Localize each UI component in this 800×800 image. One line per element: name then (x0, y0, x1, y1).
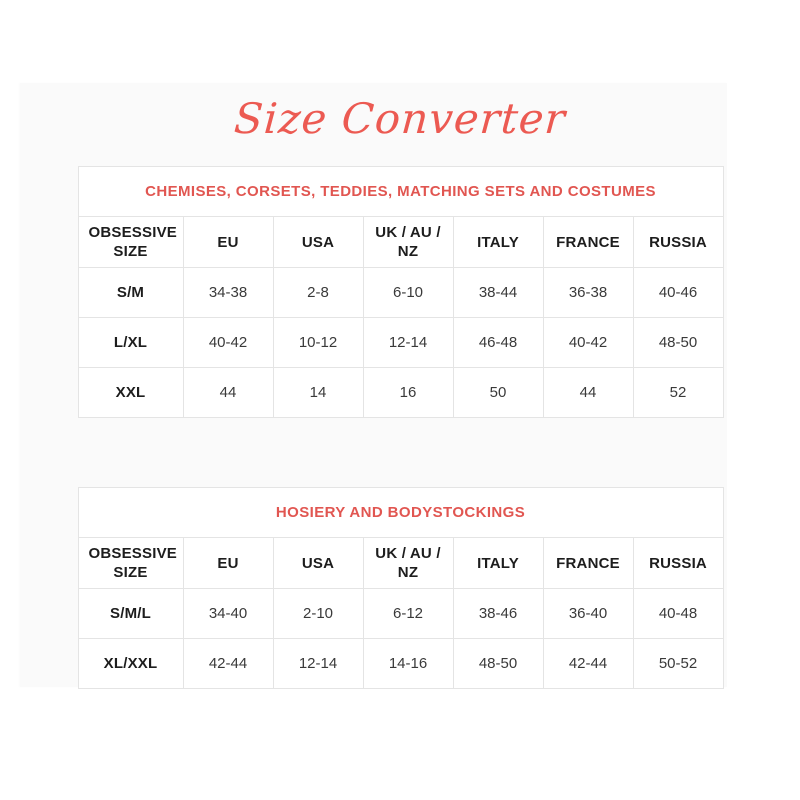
size-value: 48-50 (633, 318, 723, 368)
table-header-row (78, 538, 723, 589)
column-header-russia: RUSSIA (633, 538, 723, 589)
table-caption: HOSIERY AND BODYSTOCKINGS (78, 488, 723, 538)
size-value: 36-38 (543, 268, 633, 318)
size-value: 2-8 (273, 268, 363, 318)
size-value: 38-46 (453, 589, 543, 639)
size-value: 36-40 (543, 589, 633, 639)
column-header-obsessive-size: OBSESSIVE SIZE (78, 217, 183, 268)
size-value: 40-48 (633, 589, 723, 639)
size-value: 50-52 (633, 639, 723, 689)
table-row (78, 368, 723, 418)
size-value: 50 (453, 368, 543, 418)
size-value: 16 (363, 368, 453, 418)
size-value: 38-44 (453, 268, 543, 318)
column-header-italy: ITALY (453, 217, 543, 268)
column-header-russia: RUSSIA (633, 217, 723, 268)
size-value: 6-10 (363, 268, 453, 318)
table-row (78, 589, 723, 639)
column-header-eu: EU (183, 217, 273, 268)
column-header-usa: USA (273, 217, 363, 268)
size-value: 42-44 (183, 639, 273, 689)
table-row (78, 639, 723, 689)
size-value: 40-46 (633, 268, 723, 318)
size-value: 34-38 (183, 268, 273, 318)
size-value: 46-48 (453, 318, 543, 368)
table-row (78, 318, 723, 368)
table-header-row (78, 217, 723, 268)
size-table-chemises (78, 166, 724, 418)
size-label: XL/XXL (78, 639, 183, 689)
size-value: 10-12 (273, 318, 363, 368)
column-header-uk-au-nz: UK / AU / NZ (363, 217, 453, 268)
size-value: 2-10 (273, 589, 363, 639)
column-header-france: FRANCE (543, 217, 633, 268)
size-label: XXL (78, 368, 183, 418)
size-value: 52 (633, 368, 723, 418)
size-value: 14 (273, 368, 363, 418)
size-value: 40-42 (183, 318, 273, 368)
table-caption-row (78, 167, 723, 217)
table-caption: CHEMISES, CORSETS, TEDDIES, MATCHING SETS AND COSTUMES (78, 167, 723, 217)
size-value: 12-14 (363, 318, 453, 368)
size-label: S/M/L (78, 589, 183, 639)
column-header-uk-au-nz: UK / AU / NZ (363, 538, 453, 589)
size-value: 40-42 (543, 318, 633, 368)
column-header-usa: USA (273, 538, 363, 589)
size-value: 44 (183, 368, 273, 418)
size-value: 48-50 (453, 639, 543, 689)
size-value: 44 (543, 368, 633, 418)
size-value: 12-14 (273, 639, 363, 689)
table-row (78, 268, 723, 318)
column-header-france: FRANCE (543, 538, 633, 589)
tables-container (78, 166, 723, 689)
table-caption-row (78, 488, 723, 538)
page-title: Size Converter (232, 94, 568, 143)
column-header-italy: ITALY (453, 538, 543, 589)
size-table-hosiery (78, 487, 724, 689)
size-value: 42-44 (543, 639, 633, 689)
size-value: 14-16 (363, 639, 453, 689)
size-value: 34-40 (183, 589, 273, 639)
column-header-obsessive-size: OBSESSIVE SIZE (78, 538, 183, 589)
size-label: S/M (78, 268, 183, 318)
column-header-eu: EU (183, 538, 273, 589)
size-label: L/XL (78, 318, 183, 368)
size-value: 6-12 (363, 589, 453, 639)
